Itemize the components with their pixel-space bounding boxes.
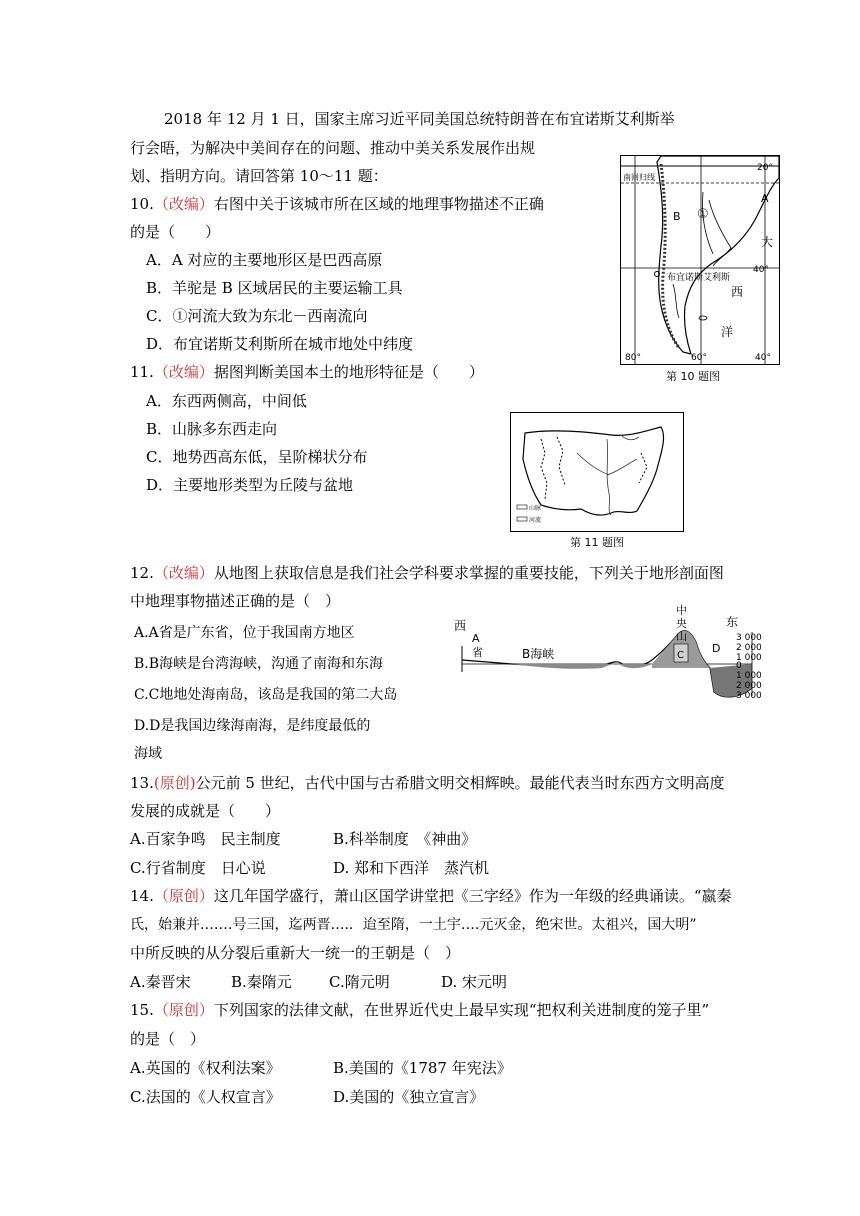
legend-rivers: 河流 (529, 517, 542, 524)
q12-option-c: C.C地地处海南岛，该岛是我国的第二大岛 (134, 687, 398, 703)
question-15-stem (130, 1000, 709, 1020)
lon60-label: 60° (691, 353, 707, 363)
q12-option-d-cont: 海域 (134, 746, 162, 762)
q10-option-b: B．羊驼是 B 区域居民的主要运输工具 (146, 279, 403, 297)
profile-c-label: C (677, 650, 684, 661)
question-12-stem-cont: 中地理事物描述正确的是（ ） (130, 592, 341, 610)
question-number: 13. (130, 774, 154, 792)
q10-option-d: D．布宜诺斯艾利斯所在城市地处中纬度 (146, 335, 414, 353)
q13-option-b: B.科举制度 《神曲》 (333, 830, 477, 848)
profile-east-label: 东 (726, 615, 739, 629)
label-da: 大 (761, 235, 774, 249)
q14-option-c: C.隋元明 (329, 973, 390, 991)
city-label: 布宜诺斯艾利斯 (667, 273, 731, 283)
q12-option-b: B.B海峡是台湾海峡，沟通了南海和东海 (134, 656, 384, 672)
q14-option-a: A.秦晋宋 (130, 973, 191, 991)
label-river-1: ① (697, 207, 709, 222)
question-text: 右图中关于该城市所在区域的地理事物描述不正确 (213, 195, 544, 213)
profile-d-label: D (712, 642, 721, 655)
q13-option-d: D. 郑和下西洋 蒸汽机 (333, 859, 490, 877)
lat40-label: 40° (753, 265, 769, 275)
q15-option-b: B.美国的《1787 年宪法》 (333, 1059, 512, 1077)
question-10-stem (130, 194, 544, 214)
question-15-stem-cont: 的是（ ） (130, 1030, 206, 1048)
question-11-stem (130, 362, 484, 382)
q15-option-c: C.法国的《人权宣言》 (130, 1088, 281, 1106)
question-tag: （原创） (153, 887, 214, 905)
question-number: 15. (130, 1001, 154, 1019)
label-a: A (761, 192, 769, 205)
q14-option-b: B.秦隋元 (231, 973, 292, 991)
q10-figure-caption: 第 10 题图 (666, 370, 720, 383)
profile-strait-label: B海峡 (522, 647, 555, 661)
profile-tick: 1 000 (736, 671, 762, 681)
question-13-stem (130, 773, 725, 793)
intro-line-1: 2018 年 12 月 1 日，国家主席习近平同美国总统特朗普在布宜诺斯艾利斯举 (164, 110, 675, 128)
question-12-stem (130, 563, 724, 583)
question-tag: （改编） (153, 195, 214, 213)
q11-option-a: A．东西两侧高，中间低 (146, 392, 307, 410)
profile-a-label: A (472, 632, 480, 645)
question-10-stem-cont: 的是（ ） (130, 223, 221, 241)
q11-option-d: D．主要地形类型为丘陵与盆地 (146, 476, 354, 494)
q11-map-figure (510, 412, 684, 532)
intro-line-3: 划、指明方向。请回答第 10～11 题： (130, 167, 388, 185)
lon80-label: 80° (625, 353, 641, 363)
question-14-stem-cont: 氏，始兼并.……号三国，迄两晋….．迨至隋，一土宇….元灭金，绝宋世。太祖兴，国大明” (130, 917, 697, 933)
q10-map-figure (620, 155, 780, 365)
q11-option-b: B．山脉多东西走向 (146, 420, 278, 438)
tropic-label: 南回归线 (623, 173, 655, 182)
usa-map (511, 413, 683, 531)
question-text: 下列国家的法律文献，在世界近代史上最早实现“把权利关进制度的笼子里” (213, 1001, 710, 1019)
q11-option-c: C．地势西高东低，呈阶梯状分布 (146, 448, 368, 466)
label-xi: 西 (731, 285, 744, 299)
profile-tick: 2 000 (736, 643, 762, 653)
q15-option-a: A.英国的《权利法案》 (130, 1059, 281, 1077)
profile-west-label: 西 (454, 619, 467, 633)
question-text: 据图判断美国本土的地形特征是（ ） (213, 363, 484, 381)
q10-option-c: C．①河流大致为东北－西南流向 (146, 307, 368, 325)
lat20-label: 20° (757, 163, 773, 173)
profile-tick: 2 000 (736, 681, 762, 691)
profile-shan-label: 山 (676, 630, 687, 643)
profile-tick: 1 000 (736, 653, 762, 663)
intro-line-2: 行会晤，为解决中美间存在的问题、推动中美关系发展作出规 (130, 139, 536, 157)
q15-option-d: D.美国的《独立宣言》 (333, 1088, 485, 1106)
question-tag: （原创） (153, 1001, 214, 1019)
question-text: 从地图上获取信息是我们社会学科要求掌握的重要技能，下列关于地形剖面图 (213, 564, 724, 582)
profile-zhong-label: 中 (676, 604, 687, 617)
profile-sheng-label: 省 (472, 646, 483, 659)
label-yang: 洋 (721, 325, 734, 339)
label-b: B (673, 210, 681, 223)
question-14-stem (130, 886, 732, 906)
question-tag: (原创) (153, 774, 196, 792)
lon40-label: 40° (755, 353, 771, 363)
legend-mountains: 山脉 (529, 505, 542, 512)
question-tag: （改编） (153, 363, 214, 381)
profile-tick: 0 (736, 661, 742, 671)
question-number: 12. (130, 564, 154, 582)
q10-option-a: A．A 对应的主要地形区是巴西高原 (146, 251, 383, 269)
question-number: 10. (130, 195, 154, 213)
south-america-map (621, 156, 779, 364)
q11-figure-caption: 第 11 题图 (570, 536, 624, 549)
profile-yang-label: 央 (676, 617, 687, 630)
q14-option-d: D. 宋元明 (441, 973, 508, 991)
question-text: 公元前 5 世纪，古代中国与古希腊文明交相辉映。最能代表当时东西方文明高度 (195, 774, 725, 792)
profile-tick: 3 000 (736, 633, 762, 643)
question-13-stem-cont: 发展的成就是（ ） (130, 802, 281, 820)
q12-option-d: D.D是我国边缘海南海，是纬度最低的 (134, 718, 371, 734)
q13-option-a: A.百家争鸣 民主制度 (130, 830, 281, 848)
q13-option-c: C.行省制度 日心说 (130, 859, 266, 877)
question-tag: （改编） (153, 564, 214, 582)
question-14-stem-cont2: 中所反映的从分裂后重新大一统一的王朝是（ ） (130, 944, 461, 962)
q12-profile-figure (452, 604, 770, 710)
question-number: 11. (130, 363, 154, 381)
q12-option-a: A.A省是广东省，位于我国南方地区 (134, 625, 355, 641)
question-number: 14. (130, 887, 154, 905)
question-text: 这几年国学盛行，萧山区国学讲堂把《三字经》作为一年级的经典诵读。“嬴秦 (213, 887, 732, 905)
profile-tick: 3 000 (736, 691, 762, 701)
